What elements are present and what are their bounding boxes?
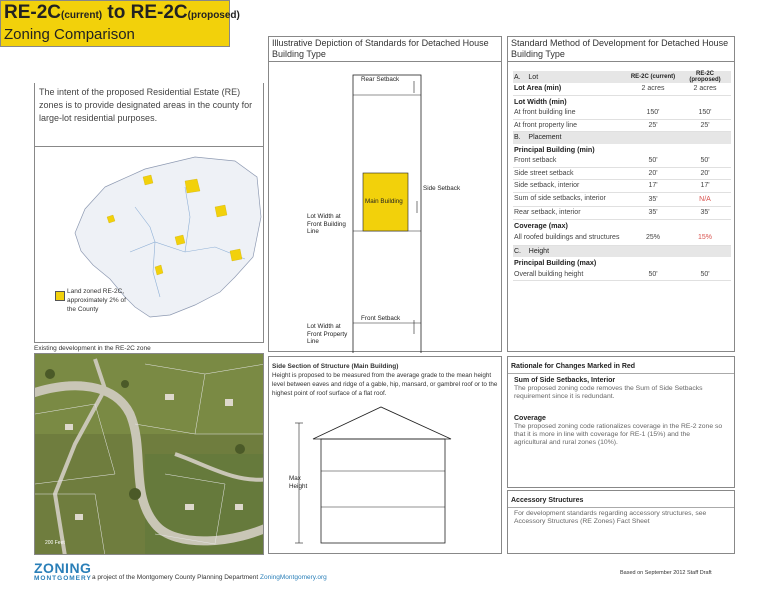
lot-width-building-label: Lot Width at Front Building Line	[307, 213, 346, 235]
divider	[508, 373, 734, 374]
front-setback-label: Front Setback	[361, 315, 401, 322]
house-section-diagram	[269, 357, 503, 555]
standards-title: Standard Method of Development for Detached House Building Type	[511, 38, 729, 59]
table-row: Lot Area (min) 2 acres 2 acres	[513, 83, 731, 95]
accessory-title: Accessory Structures	[511, 497, 584, 504]
draft-note: Based on September 2012 Staff Draft	[620, 570, 712, 576]
photo-caption: Existing development in the RE-2C zone	[34, 345, 151, 352]
standards-table	[513, 71, 731, 281]
table-row: Rear setback, interior 35' 35'	[513, 207, 731, 220]
rear-setback-label: Rear Setback	[361, 76, 400, 83]
table-row: All roofed buildings and structures 25% 15%	[513, 231, 731, 245]
montgomery-logo: MONTGOMERY	[34, 575, 92, 582]
max-height-label: Max Height	[289, 475, 308, 490]
subheading-row: Principal Building (min)	[514, 144, 595, 154]
section-row-lot: A. Lot RE-2C (current) RE-2C (proposed)	[513, 71, 731, 83]
table-row: Front setback 50' 50'	[513, 155, 731, 167]
zoning-logo: ZONING	[34, 560, 92, 576]
lot-diagram	[269, 37, 503, 353]
divider	[508, 61, 734, 62]
page-title: RE-2C(current) to RE-2C(proposed)	[4, 2, 240, 23]
scale-bar: 200 Feet	[45, 540, 65, 546]
table-row: Sum of side setbacks, interior 35' N/A	[513, 192, 731, 207]
county-map	[34, 147, 264, 343]
subheading-row: Lot Width (min)	[514, 96, 567, 106]
section-row-placement: B. Placement	[513, 132, 731, 144]
table-row: Overall building height 50' 50'	[513, 269, 731, 281]
table-row: Side street setback 20' 20'	[513, 167, 731, 180]
rationale-heading-setbacks: Sum of Side Setbacks, Interior	[514, 377, 616, 384]
accessory-panel	[507, 490, 735, 554]
divider	[508, 507, 734, 508]
side-section-panel	[268, 356, 502, 554]
side-section-text: Height is proposed to be measured from the average grade to the mean height level between eaves and ridge of a gable, hip, mansard, or gambrel roof or to the highest point of roof surface of a flat roof.	[272, 372, 498, 397]
rationale-heading-coverage: Coverage	[514, 415, 546, 422]
standards-panel	[507, 36, 735, 352]
side-section-title: Side Section of Structure (Main Building)	[272, 363, 399, 370]
illustration-panel	[268, 36, 502, 352]
side-setback-label: Side Setback	[423, 185, 461, 192]
website-link[interactable]: ZoningMontgomery.org	[260, 574, 327, 581]
changed-value: 15%	[679, 231, 731, 245]
rationale-text-coverage: The proposed zoning code rationalizes coverage in the RE-2 zone so that it is more in line with coverage for RE-1 (15%) and the agricultural and rural zones (10%).	[514, 423, 723, 446]
changed-value: N/A	[679, 192, 731, 207]
table-row: At front building line 150' 150'	[513, 107, 731, 119]
section-row-height: C. Height	[513, 245, 731, 257]
table-row: At front property line 25' 25'	[513, 119, 731, 132]
title-banner	[0, 0, 240, 47]
lot-width-property-label: Lot Width at Front Property Line	[307, 323, 348, 345]
subheading-row: Coverage (max)	[514, 220, 568, 230]
subheading-row: Principal Building (max)	[514, 258, 597, 268]
map-legend: Land zoned RE-2C, approximately 2% of the County	[67, 288, 126, 313]
rationale-panel	[507, 356, 735, 488]
accessory-text: For development standards regarding accessory structures, see Accessory Structures (RE Zones) Fact Sheet	[514, 510, 707, 525]
table-row: Side setback, interior 17' 17'	[513, 180, 731, 193]
legend-swatch	[55, 291, 65, 301]
rationale-text-setbacks: The proposed zoning code removes the Sum of Side Setbacks requirement since it is redundant.	[514, 385, 703, 400]
footer-credit: a project of the Montgomery County Planning Department ZoningMontgomery.org	[92, 574, 327, 581]
page-subtitle: Zoning Comparison	[4, 26, 135, 43]
rationale-title: Rationale for Changes Marked in Red	[511, 363, 636, 370]
aerial-photo-image	[35, 354, 264, 555]
intro-text: The intent of the proposed Residential Estate (RE) zones is to provide designated areas in the county for large-lot residential purposes.	[34, 83, 264, 147]
main-building-label: Main Building	[365, 198, 403, 205]
illustration-title: Illustrative Depiction of Standards for Detached House Building Type	[272, 38, 489, 59]
aerial-photo	[34, 353, 264, 555]
